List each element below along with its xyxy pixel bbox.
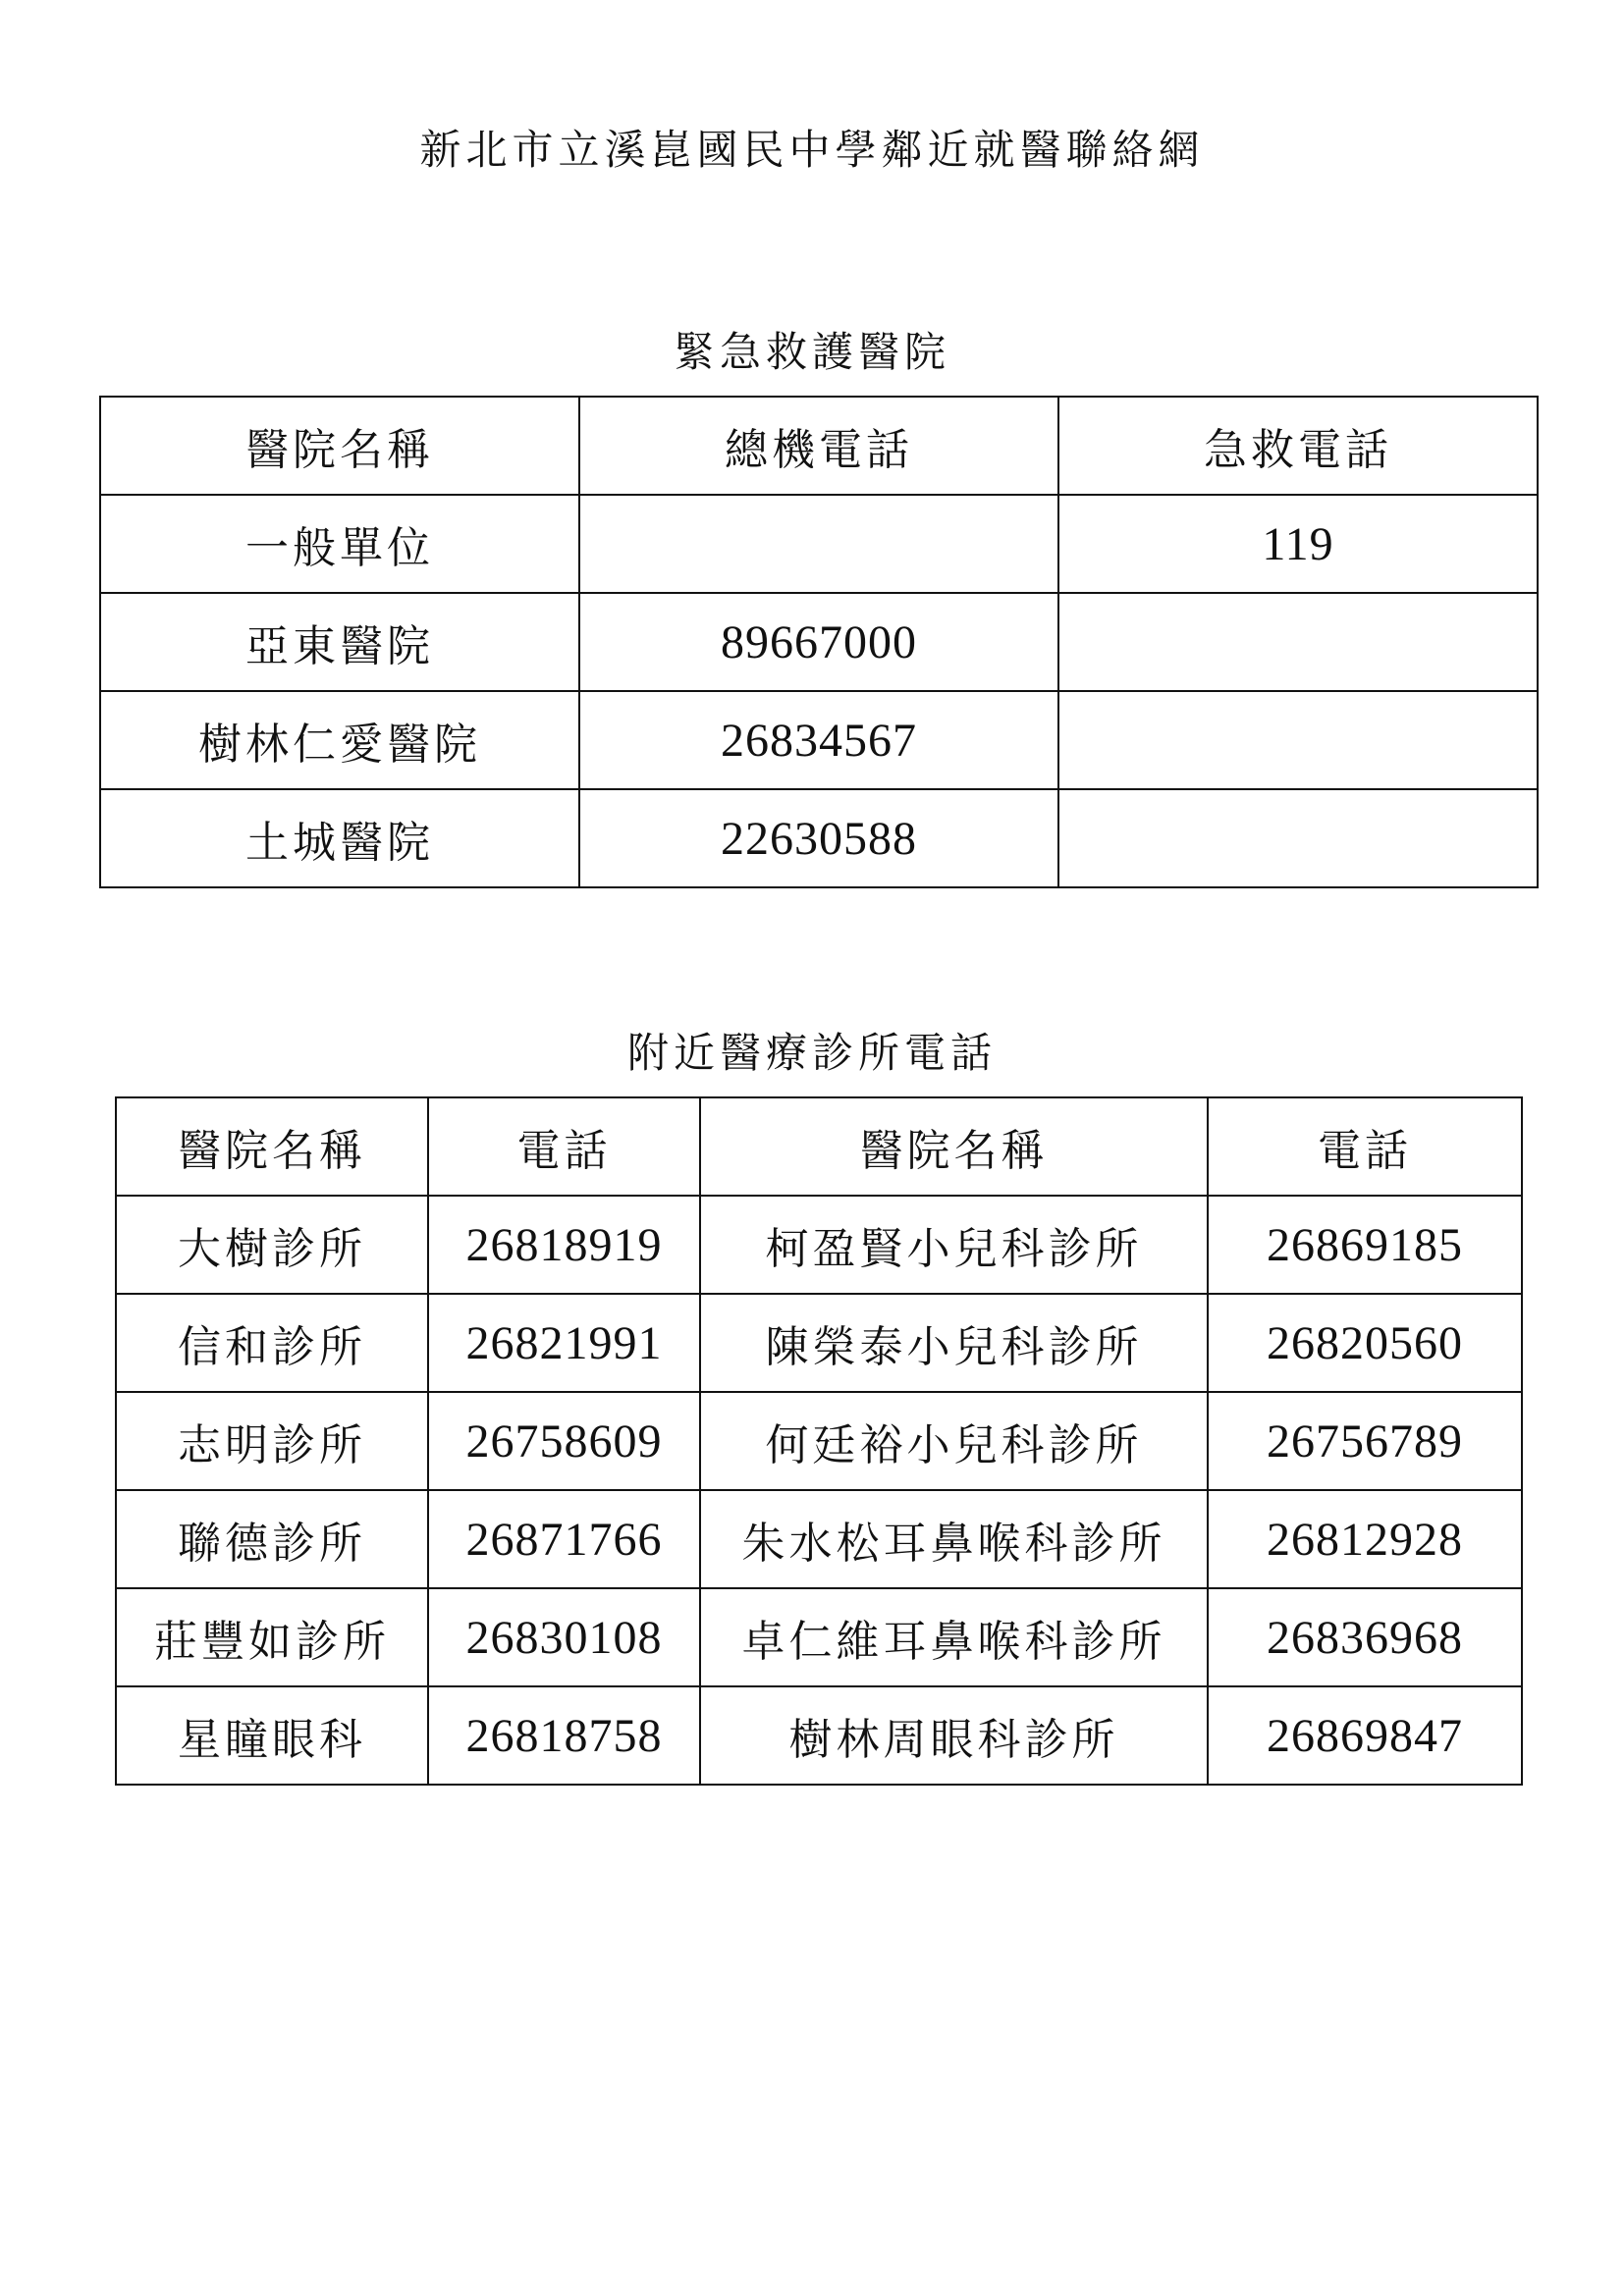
emergency-section-title: 緊急救護醫院 — [673, 328, 950, 376]
clinic-name-cell: 何廷裕小兒科診所 — [700, 1392, 1208, 1490]
emergency-phone-cell — [1058, 593, 1538, 691]
phone-cell: 26830108 — [428, 1588, 700, 1686]
header-hospital-name: 醫院名稱 — [100, 397, 579, 495]
header-phone: 電話 — [428, 1097, 700, 1196]
clinic-name-cell: 朱水松耳鼻喉科診所 — [700, 1490, 1208, 1588]
clinic-name-cell: 大樹診所 — [116, 1196, 428, 1294]
clinic-name-cell: 陳榮泰小兒科診所 — [700, 1294, 1208, 1392]
clinic-name-cell: 信和診所 — [116, 1294, 428, 1392]
table-row — [100, 495, 1538, 593]
table-row — [100, 789, 1538, 887]
table-row — [116, 1294, 1522, 1392]
clinic-name-cell: 卓仁維耳鼻喉科診所 — [700, 1588, 1208, 1686]
emergency-hospital-table — [99, 396, 1539, 888]
hospital-name-cell: 土城醫院 — [100, 789, 579, 887]
main-phone-cell: 22630588 — [579, 789, 1058, 887]
phone-cell: 26818758 — [428, 1686, 700, 1785]
hospital-name-cell: 亞東醫院 — [100, 593, 579, 691]
phone-cell: 26871766 — [428, 1490, 700, 1588]
table-row — [116, 1196, 1522, 1294]
clinic-name-cell: 柯盈賢小兒科診所 — [700, 1196, 1208, 1294]
table-row — [100, 593, 1538, 691]
header-clinic-name: 醫院名稱 — [700, 1097, 1208, 1196]
clinic-name-cell: 樹林周眼科診所 — [700, 1686, 1208, 1785]
phone-cell: 26818919 — [428, 1196, 700, 1294]
phone-cell: 26820560 — [1208, 1294, 1522, 1392]
phone-cell: 26869847 — [1208, 1686, 1522, 1785]
phone-cell: 26869185 — [1208, 1196, 1522, 1294]
main-phone-cell: 89667000 — [579, 593, 1058, 691]
phone-cell: 26758609 — [428, 1392, 700, 1490]
phone-cell: 26836968 — [1208, 1588, 1522, 1686]
emergency-phone-cell — [1058, 691, 1538, 789]
table-row — [116, 1686, 1522, 1785]
table-row — [116, 1588, 1522, 1686]
emergency-phone-cell — [1058, 789, 1538, 887]
phone-cell: 26756789 — [1208, 1392, 1522, 1490]
table-row — [100, 691, 1538, 789]
clinic-name-cell: 聯德診所 — [116, 1490, 428, 1588]
header-phone: 電話 — [1208, 1097, 1522, 1196]
clinic-name-cell: 莊豐如診所 — [116, 1588, 428, 1686]
table-row — [116, 1490, 1522, 1588]
clinic-name-cell: 星瞳眼科 — [116, 1686, 428, 1785]
clinics-section-title: 附近醫療診所電話 — [626, 1029, 997, 1077]
table-header-row — [116, 1097, 1522, 1196]
header-emergency-phone: 急救電話 — [1058, 397, 1538, 495]
hospital-name-cell: 一般單位 — [100, 495, 579, 593]
header-main-phone: 總機電話 — [579, 397, 1058, 495]
clinic-phone-table — [115, 1096, 1523, 1786]
main-phone-cell — [579, 495, 1058, 593]
hospital-name-cell: 樹林仁愛醫院 — [100, 691, 579, 789]
emergency-phone-cell: 119 — [1058, 495, 1538, 593]
phone-cell: 26821991 — [428, 1294, 700, 1392]
main-phone-cell: 26834567 — [579, 691, 1058, 789]
header-clinic-name: 醫院名稱 — [116, 1097, 428, 1196]
table-row — [116, 1392, 1522, 1490]
table-header-row — [100, 397, 1538, 495]
page-title: 新北市立溪崑國民中學鄰近就醫聯絡網 — [419, 126, 1205, 174]
phone-cell: 26812928 — [1208, 1490, 1522, 1588]
clinic-name-cell: 志明診所 — [116, 1392, 428, 1490]
